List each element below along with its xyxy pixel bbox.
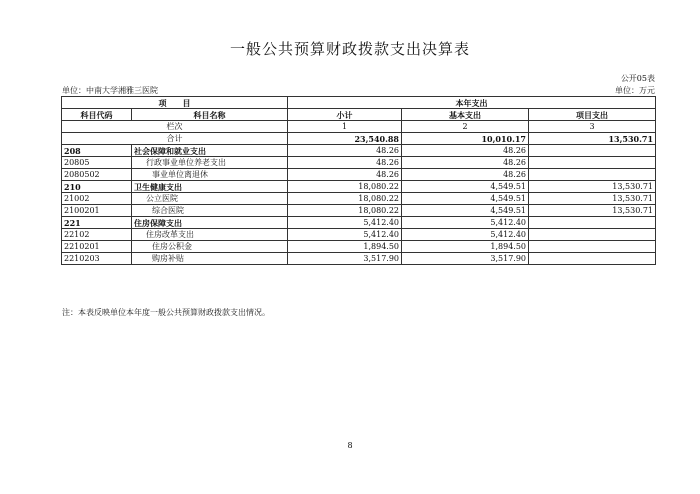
row-subtotal: 3,517.90: [288, 253, 402, 265]
header-name: 科目名称: [132, 109, 288, 121]
row-subtotal: 5,412.40: [288, 217, 402, 229]
row-project: [529, 157, 656, 169]
row-code: 221: [62, 217, 132, 229]
row-project: [529, 145, 656, 157]
row-name: 公立医院: [132, 193, 288, 205]
row-name: 住房保障支出: [132, 217, 288, 229]
row-subtotal: 18,080.22: [288, 181, 402, 193]
table-row: [62, 229, 656, 241]
row-basic: 4,549.51: [402, 181, 529, 193]
currency-unit: 单位：万元: [615, 86, 655, 95]
row-subtotal: 48.26: [288, 145, 402, 157]
row-subtotal: 18,080.22: [288, 193, 402, 205]
form-number: 公开05表: [620, 74, 655, 83]
total-row: [62, 133, 656, 145]
row-project: 13,530.71: [529, 181, 656, 193]
seq-2: 2: [402, 121, 529, 133]
row-name: 住房改革支出: [132, 229, 288, 241]
row-project: [529, 241, 656, 253]
row-code: 210: [62, 181, 132, 193]
row-project: 13,530.71: [529, 205, 656, 217]
header-row-group: [62, 97, 656, 109]
header-code: 科目代码: [62, 109, 132, 121]
row-project: [529, 229, 656, 241]
table-row: [62, 157, 656, 169]
total-subtotal: 23,540.88: [288, 133, 402, 145]
row-name: 社会保障和就业支出: [132, 145, 288, 157]
table-row: [62, 181, 656, 193]
seq-row: [62, 121, 656, 133]
row-basic: 48.26: [402, 169, 529, 181]
seq-label: 栏次: [62, 121, 288, 133]
row-project: [529, 253, 656, 265]
row-code: 2210201: [62, 241, 132, 253]
total-label: 合计: [62, 133, 288, 145]
seq-3: 3: [529, 121, 656, 133]
total-project: 13,530.71: [529, 133, 656, 145]
row-subtotal: 1,894.50: [288, 241, 402, 253]
table-row: [62, 145, 656, 157]
table-row: [62, 205, 656, 217]
row-basic: 5,412.40: [402, 217, 529, 229]
row-subtotal: 5,412.40: [288, 229, 402, 241]
page-title: 一般公共预算财政拨款支出决算表: [229, 40, 470, 58]
row-basic: 5,412.40: [402, 229, 529, 241]
row-code: 208: [62, 145, 132, 157]
row-code: 2100201: [62, 205, 132, 217]
row-code: 2210203: [62, 253, 132, 265]
header-row-columns: [62, 109, 656, 121]
table-row: [62, 241, 656, 253]
total-basic: 10,010.17: [402, 133, 529, 145]
row-basic: 1,894.50: [402, 241, 529, 253]
unit-name: 单位：中南大学湘雅三医院: [62, 86, 158, 95]
header-year-group: 本年支出: [288, 97, 656, 109]
row-basic: 3,517.90: [402, 253, 529, 265]
table-row: [62, 193, 656, 205]
row-project: 13,530.71: [529, 193, 656, 205]
row-basic: 48.26: [402, 145, 529, 157]
row-project: [529, 217, 656, 229]
table-row: [62, 253, 656, 265]
row-subtotal: 48.26: [288, 157, 402, 169]
row-code: 2080502: [62, 169, 132, 181]
table-row: [62, 169, 656, 181]
table-note: 注：本表反映单位本年度一般公共预算财政拨款支出情况。: [62, 308, 270, 317]
row-basic: 4,549.51: [402, 205, 529, 217]
row-subtotal: 18,080.22: [288, 205, 402, 217]
row-basic: 4,549.51: [402, 193, 529, 205]
header-basic: 基本支出: [402, 109, 529, 121]
page-number: 8: [347, 441, 353, 450]
table-row: [62, 217, 656, 229]
row-name: 行政事业单位养老支出: [132, 157, 288, 169]
row-code: 22102: [62, 229, 132, 241]
header-item-group: 项 目: [62, 97, 288, 109]
seq-1: 1: [288, 121, 402, 133]
row-name: 购房补贴: [132, 253, 288, 265]
row-subtotal: 48.26: [288, 169, 402, 181]
header-subtotal: 小计: [288, 109, 402, 121]
row-code: 20805: [62, 157, 132, 169]
header-project: 项目支出: [529, 109, 656, 121]
row-name: 事业单位离退休: [132, 169, 288, 181]
row-name: 卫生健康支出: [132, 181, 288, 193]
expenditure-table: [61, 96, 656, 265]
row-basic: 48.26: [402, 157, 529, 169]
row-name: 综合医院: [132, 205, 288, 217]
row-name: 住房公积金: [132, 241, 288, 253]
row-code: 21002: [62, 193, 132, 205]
row-project: [529, 169, 656, 181]
